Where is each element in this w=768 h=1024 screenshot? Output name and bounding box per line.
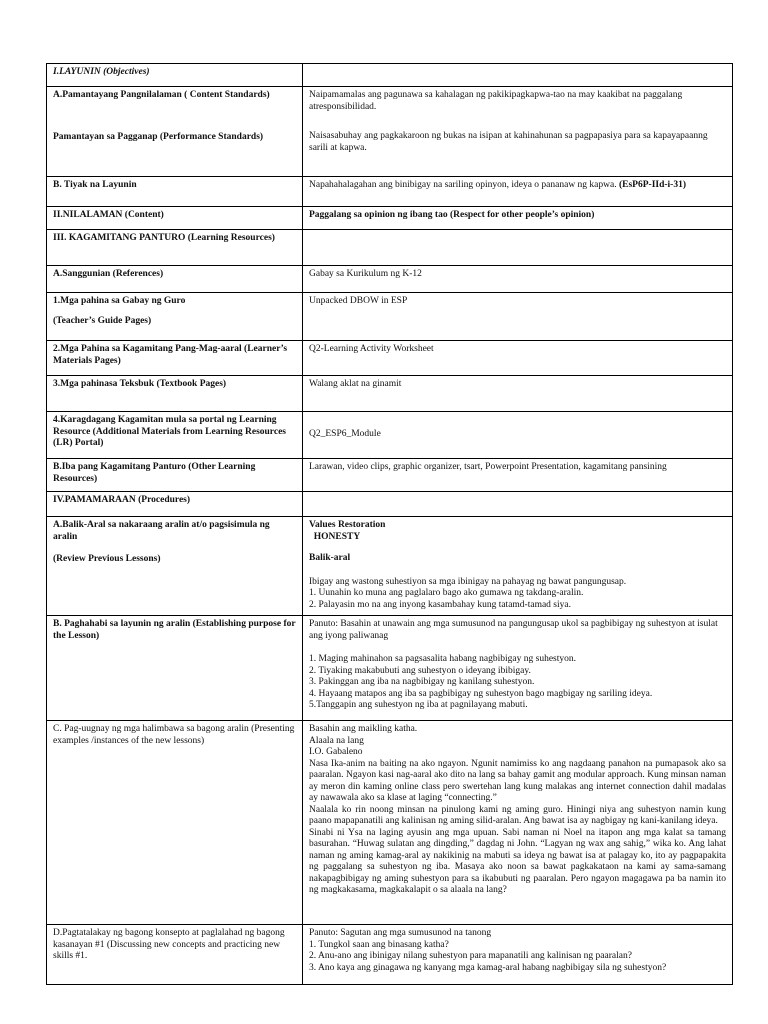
discussing-concepts-label: D.Pagtatalakay ng bagong konsepto at paglalahad ng bagong kasanayan #1 (Discussing new concepts and practicing new skills #1. bbox=[47, 925, 303, 985]
table-row bbox=[47, 492, 733, 517]
objectives-value bbox=[303, 64, 733, 87]
textbook-pages-label: 3.Mga pahinasa Teksbuk (Textbook Pages) bbox=[47, 376, 303, 412]
review-label: A.Balik-Aral sa nakaraang aralin at/o pagsisimula ng aralin bbox=[53, 520, 270, 542]
lr-portal-label: 4.Karagdagang Kagamitan mula sa portal ng Learning Resource (Additional Materials from Learning Resources (LR) Portal) bbox=[47, 412, 303, 459]
references-value: Gabay sa Kurikulum ng K-12 bbox=[303, 266, 733, 293]
values-restoration-value: HONESTY bbox=[309, 531, 361, 542]
discussion-questions: Panuto: Sagutan ang mga sumusunod na tanong 1. Tungkol saan ang binasang katha? 2. Anu-ano ang ibinigay nilang suhestyon para mapanatili ang kalinisan ng paaralan? 3. Ano kaya ang ginagawa ng kanyang mga kamag-aral habang nagbibigay sila ng suhestyon? bbox=[309, 928, 667, 973]
table-row bbox=[47, 616, 733, 721]
procedures-heading: IV.PAMAMARAAN (Procedures) bbox=[47, 492, 303, 517]
establishing-purpose-label: B. Paghahabi sa layunin ng aralin (Establishing purpose for the Lesson) bbox=[47, 616, 303, 721]
table-row bbox=[47, 412, 733, 459]
learners-materials-value: Q2-Learning Activity Worksheet bbox=[303, 341, 733, 376]
presenting-examples-label: C. Pag-uugnay ng mga halimbawa sa bagong aralin (Presenting examples /instances of the new lessons) bbox=[47, 721, 303, 925]
specific-objective-value bbox=[303, 177, 733, 207]
balik-aral-title: Balik-aral bbox=[309, 553, 351, 563]
presenting-examples-value bbox=[303, 721, 733, 925]
review-value-cell bbox=[303, 517, 733, 616]
specific-objective-label: B. Tiyak na Layunin bbox=[47, 177, 303, 207]
specific-objective-text: Napahahalagahan ang binibigay na sariling opinyon, ideya o pananaw ng kapwa. bbox=[309, 180, 617, 190]
content-standards-value: Naipamamalas ang pagunawa sa kahalagan ng pakikipagkapwa-tao na may kaakibat na paggalang atresponsibilidad. bbox=[309, 90, 683, 112]
review-label-cell bbox=[47, 517, 303, 616]
content-value: Paggalang sa opinion ng ibang tao (Respect for other people’s opinion) bbox=[303, 207, 733, 230]
teachers-guide-value: Unpacked DBOW in ESP bbox=[303, 293, 733, 341]
lr-portal-value: Q2_ESP6_Module bbox=[303, 412, 733, 459]
standards-label-cell bbox=[47, 87, 303, 177]
textbook-pages-value: Walang aklat na ginamit bbox=[303, 376, 733, 412]
other-resources-value: Larawan, video clips, graphic organizer, tsart, Powerpoint Presentation, kagamitang pansining bbox=[303, 459, 733, 492]
table-row bbox=[47, 517, 733, 616]
establishing-purpose-list: 1. Maging mahinahon sa pagsasalita habang nagbibigay ng suhestyon. 2. Tiyaking makabubuti ang suhestyon o ideyang ibibigay. 3. Pakinggan ang iba na nagbibigay ng kanilang suhestyon. 4. Hayaang matapos ang iba sa pagbibigay ng suhestyon bago magbigay ng sariling ideya. 5.Tanggapin ang suhestyon ng iba at pagnilayang mabuti. bbox=[309, 654, 653, 710]
table-row bbox=[47, 87, 733, 177]
learning-resources-heading: III. KAGAMITANG PANTURO (Learning Resources) bbox=[47, 230, 303, 266]
table-row bbox=[47, 925, 733, 985]
references-label: A.Sanggunian (References) bbox=[47, 266, 303, 293]
table-row bbox=[47, 341, 733, 376]
discussing-concepts-value bbox=[303, 925, 733, 985]
table-row bbox=[47, 376, 733, 412]
teachers-guide-label-en: (Teacher’s Guide Pages) bbox=[53, 315, 152, 326]
table-row bbox=[47, 721, 733, 925]
learning-resources-value bbox=[303, 230, 733, 266]
teachers-guide-label: 1.Mga pahina sa Gabay ng Guro bbox=[53, 296, 186, 306]
balik-aral-body: Ibigay ang wastong suhestiyon sa mga ibinigay na pahayag ng bawat pangungusap. 1. Uunahin ko muna ang paglalaro bago ako gumawa ng takdang-aralin. 2. Palayasin mo na ang inyong kasambahay kung tatamd-tamad siya. bbox=[309, 576, 627, 610]
other-resources-label: B.Iba pang Kagamitang Panturo (Other Learning Resources) bbox=[47, 459, 303, 492]
table-row bbox=[47, 266, 733, 293]
establishing-purpose-value-cell bbox=[303, 616, 733, 721]
learners-materials-label: 2.Mga Pahina sa Kagamitang Pang-Mag-aaral (Learner’s Materials Pages) bbox=[47, 341, 303, 376]
performance-standards-label: Pamantayan sa Pagganap (Performance Standards) bbox=[53, 131, 264, 142]
table-row bbox=[47, 207, 733, 230]
table-row bbox=[47, 64, 733, 87]
table-row bbox=[47, 230, 733, 266]
review-label-en: (Review Previous Lessons) bbox=[53, 554, 161, 564]
establishing-purpose-intro: Panuto: Basahin at unawain ang mga sumusunod na pangungusap ukol sa pagbibigay ng suhestyon at isulat ang iyong paliwanag bbox=[309, 619, 718, 641]
content-standards-label: A.Pamantayang Pangnilalaman ( Content Standards) bbox=[53, 90, 270, 100]
table-row bbox=[47, 459, 733, 492]
objectives-heading: I.LAYUNIN (Objectives) bbox=[47, 64, 303, 87]
values-restoration-title: Values Restoration bbox=[309, 520, 386, 530]
teachers-guide-label-cell bbox=[47, 293, 303, 341]
standards-value-cell bbox=[303, 87, 733, 177]
competency-code: (EsP6P-IId-i-31) bbox=[618, 180, 687, 190]
procedures-value bbox=[303, 492, 733, 517]
lesson-plan-document bbox=[46, 63, 732, 985]
performance-standards-value: Naisasabuhay ang pagkakaroon ng bukas na isipan at kahinahunan sa pagpapasiya para sa kapayapaanng sarili at kapwa. bbox=[309, 131, 708, 153]
lesson-plan-table bbox=[46, 63, 733, 985]
content-label: II.NILALAMAN (Content) bbox=[47, 207, 303, 230]
story-text: Basahin ang maikling katha. Alaala na lang I.O. Gabaleno Nasa Ika-anim na baiting na ako ngayon. Ngunit namimiss ko ang nagdaang panahon na pumapasok ako sa paaralan. Ngayon kasi nag-aaral ako dito na lang sa bahay gamit ang modular approach. Kung minsan naman ay meron din kaming online class pero swertehan lang kung malakas ang internet connection dahil madalas ay nawawala ako sa klase at laging “connecting.” Naalala ko rin noong minsan na pinulong kami ng aming guro. Hiningi niya ang suhestyon namin kung paano mapapanatili ang kalinisan ng aming silid-aralan. Ang bawat isa ay nagbigay ng kani-kanilang ideya. Sinabi ni Ysa na laging ayusin ang mga upuan. Sabi naman ni Noel na itapon ang mga kalat sa tamang basurahan. “Huwag sulatan ang dingding,” dagdag ni John. “Lagyan ng wax ang sahig,” wika ko. Ang lahat naman ng aming kamag-aral ay nakikinig na mabuti sa ideya ng bawat isa at palagay ko, ito ay pagpapakita ng paggalang sa suhestyon ng iba. Masaya ako noon sa bawat pagkakataon na kami ay sama-samang nakapagbibigay ng aming suhestyon para sa ikabubuti ng paaralan. Pero ngayon magagawa pa ba namin ito ng magkakasama, magkakalapit o sa alaala na lang? bbox=[309, 724, 726, 895]
table-row bbox=[47, 293, 733, 341]
table-row bbox=[47, 177, 733, 207]
